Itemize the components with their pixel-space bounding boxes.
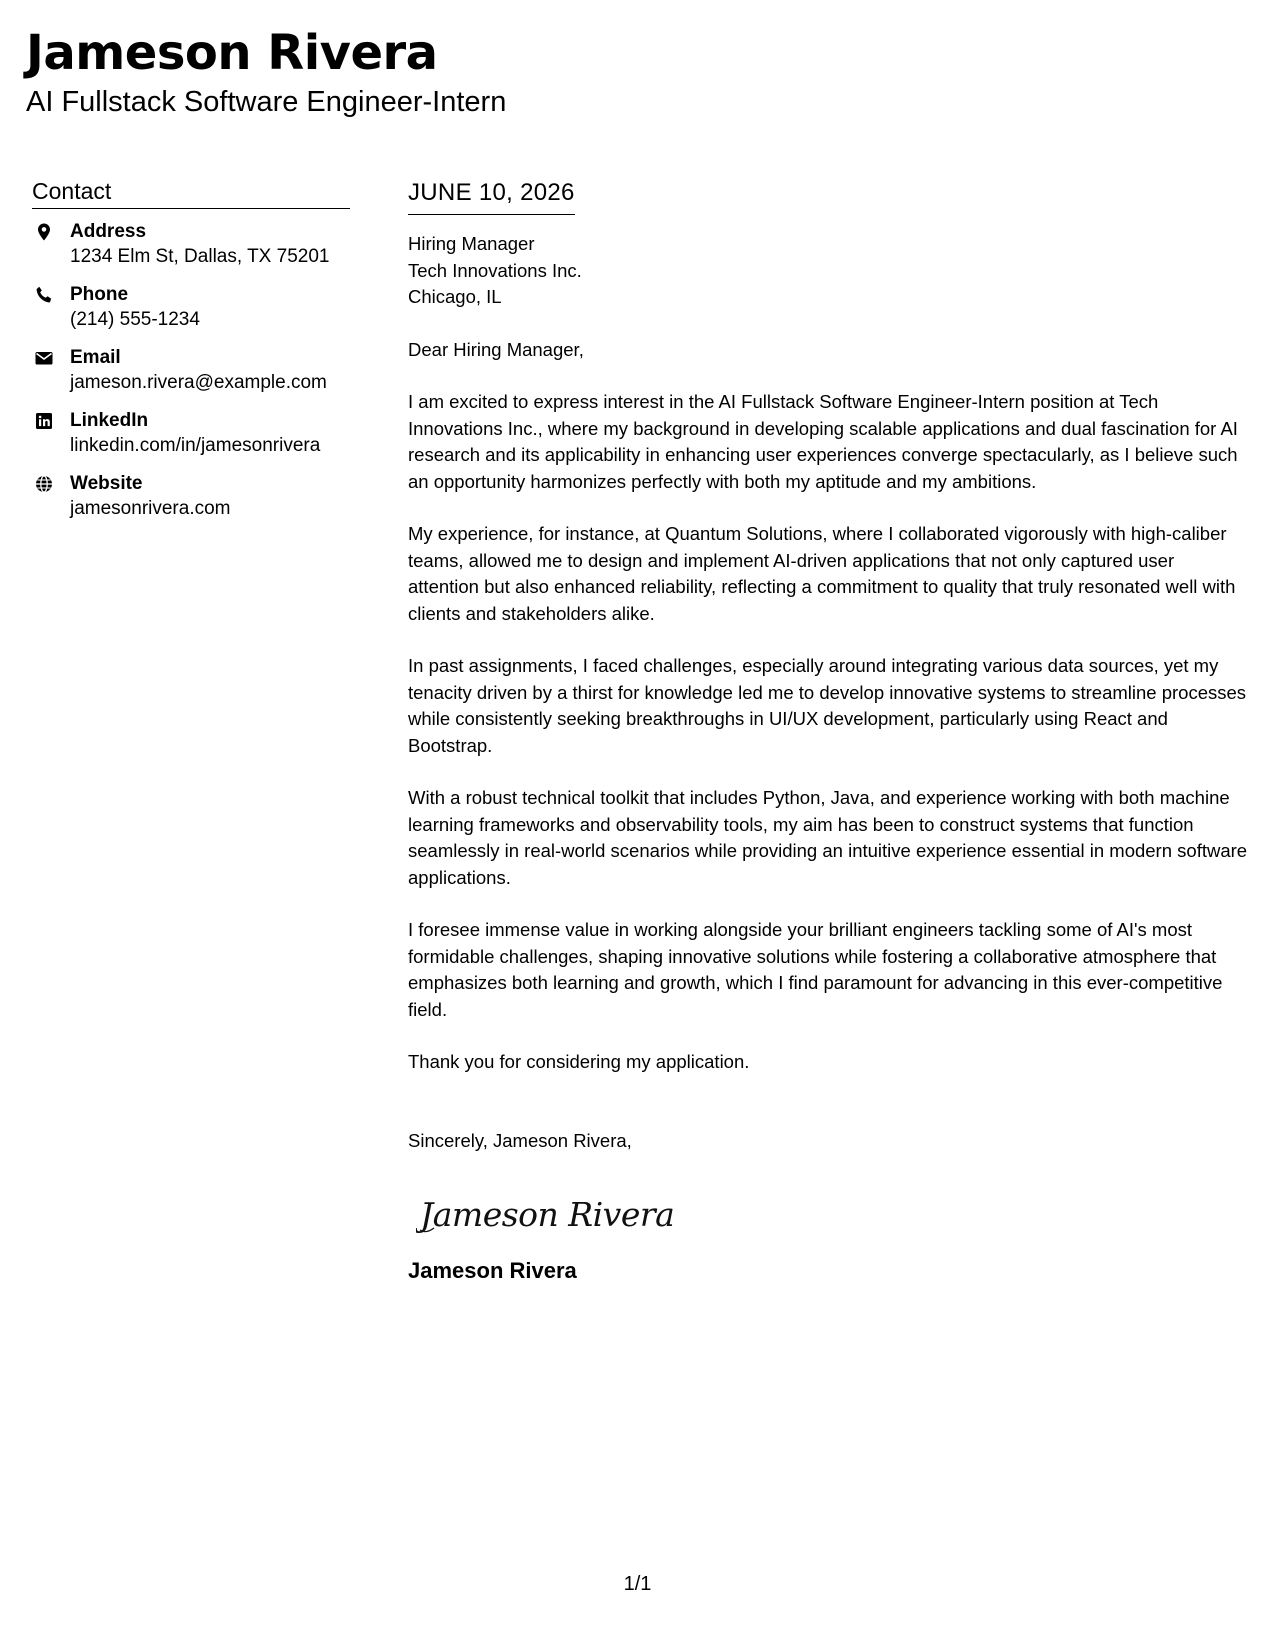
recipient-location: Chicago, IL xyxy=(408,286,502,307)
closing-line: Sincerely, Jameson Rivera, xyxy=(408,1129,632,1151)
page-number: 1/1 xyxy=(623,1573,652,1595)
envelope-icon xyxy=(34,348,54,368)
recipient-company: Tech Innovations Inc. xyxy=(408,259,582,281)
contact-item-phone xyxy=(32,282,350,345)
address-value: 1234 Elm St, Dallas, TX 75201 xyxy=(70,246,330,267)
letter-paragraph: Thank you for considering my application. xyxy=(408,1051,750,1072)
salutation: Dear Hiring Manager, xyxy=(408,338,584,360)
phone-icon xyxy=(34,285,54,305)
globe-icon xyxy=(34,474,54,494)
recipient-title: Hiring Manager xyxy=(408,233,535,254)
signature-text: Jameson Rivera xyxy=(420,1195,675,1234)
letter-paragraph: With a robust technical toolkit that includes Python, Java, and experience working with both machine learning frameworks and observability tools, my aim has been to construct systems that function seamlessly in real-world scenarios while providing an intuitive experience essential in modern software applications. xyxy=(408,787,1248,888)
email-value[interactable]: jameson.rivera@example.com xyxy=(70,372,327,393)
website-value[interactable]: jamesonrivera.com xyxy=(70,498,231,519)
contact-label: Website xyxy=(70,473,143,494)
linkedin-icon xyxy=(34,411,54,431)
contact-item-linkedin xyxy=(32,408,350,471)
contact-heading: Contact xyxy=(32,176,350,209)
linkedin-value[interactable]: linkedin.com/in/jamesonrivera xyxy=(70,435,321,456)
map-pin-icon xyxy=(34,222,54,242)
contact-item-address xyxy=(32,219,350,282)
signed-name: Jameson Rivera xyxy=(408,1258,577,1283)
phone-value: (214) 555-1234 xyxy=(70,309,200,330)
letter-paragraph: I foresee immense value in working alongside your brilliant engineers tackling some of AI's most formidable challenges, shaping innovative solutions while fostering a collaborative atmosphere that emphasizes both learning and growth, which I find paramount for advancing in this ever-competitive field. xyxy=(408,919,1223,1020)
applicant-role: AI Fullstack Software Engineer-Intern xyxy=(26,86,507,118)
handwritten-signature xyxy=(416,1182,676,1242)
contact-sidebar xyxy=(32,176,350,534)
letter-paragraph: My experience, for instance, at Quantum Solutions, where I collaborated vigorously with high-caliber teams, allowed me to design and implement AI-driven applications that not only captured user attention but also enhanced reliability, reflecting a commitment to quality that truly resonated well with clients and stakeholders alike. xyxy=(408,523,1236,624)
contact-label: Email xyxy=(70,347,121,368)
contact-item-email xyxy=(32,345,350,408)
contact-label: LinkedIn xyxy=(70,410,149,431)
letter-paragraph: In past assignments, I faced challenges, especially around integrating various data sources, yet my tenacity driven by a thirst for knowledge led me to develop innovative systems to streamline processes while consistently seeking breakthroughs in UI/UX development, particularly using React and Bootstrap. xyxy=(408,655,1247,756)
cover-letter xyxy=(408,176,1248,1286)
contact-item-website xyxy=(32,471,350,534)
recipient-block xyxy=(408,231,1248,311)
contact-label: Phone xyxy=(70,284,129,305)
applicant-name: Jameson Rivera xyxy=(26,25,438,81)
letter-date: JUNE 10, 2026 xyxy=(408,176,575,215)
contact-label: Address xyxy=(70,221,147,242)
letter-paragraph: I am excited to express interest in the AI Fullstack Software Engineer-Intern position at Tech Innovations Inc., where my background in developing scalable applications and dual fascination for AI research and its applicability in enhancing user experiences converge spectacularly, as I believe such an opportunity harmonizes perfectly with both my aptitude and my ambitions. xyxy=(408,391,1238,492)
